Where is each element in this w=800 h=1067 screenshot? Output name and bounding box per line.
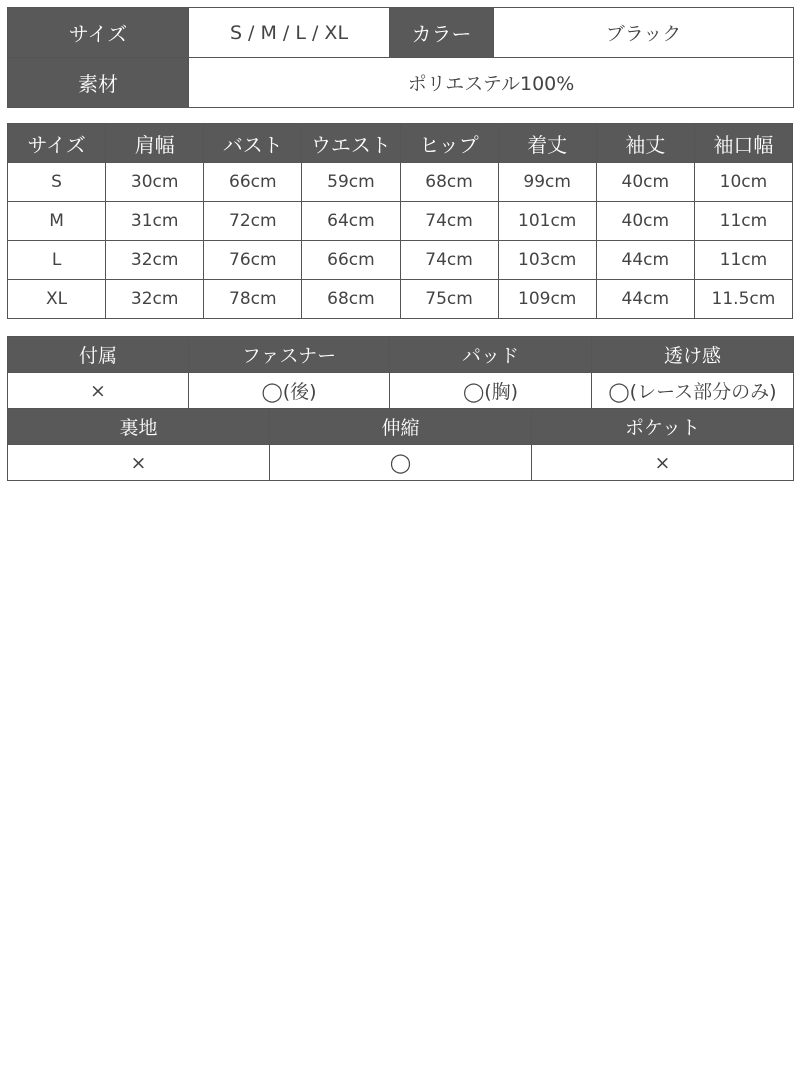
measure-cell: 59cm [302,163,400,202]
measure-cell: 40cm [596,163,694,202]
measure-cell: 64cm [302,202,400,241]
measure-cell: 31cm [106,202,204,241]
measure-cell: 32cm [106,280,204,319]
features-table-2 [7,408,794,481]
size-value: S / M / L / XL [189,8,390,58]
info-row-size-color [8,8,794,58]
color-label: カラー [390,8,494,58]
measure-cell: 10cm [694,163,792,202]
size-chart-header: 袖丈 [596,124,694,163]
pocket-header: ポケット [532,409,794,445]
size-chart-header: 肩幅 [106,124,204,163]
measure-cell: 74cm [400,202,498,241]
size-chart-header: ウエスト [302,124,400,163]
sheerness-header: 透け感 [592,337,794,373]
measure-cell: 78cm [204,280,302,319]
size-chart-header: ヒップ [400,124,498,163]
size-chart-table [7,123,793,319]
lining-header: 裏地 [8,409,270,445]
size-chart-header: バスト [204,124,302,163]
table-row [8,202,793,241]
measure-cell: 72cm [204,202,302,241]
measure-cell: 44cm [596,280,694,319]
measure-cell: 66cm [302,241,400,280]
size-chart-header-row [8,124,793,163]
measure-cell: 68cm [400,163,498,202]
measure-cell: 76cm [204,241,302,280]
color-value: ブラック [494,8,794,58]
measure-cell: 11cm [694,202,792,241]
measure-cell: 103cm [498,241,596,280]
measure-cell: 68cm [302,280,400,319]
product-info-table [7,7,794,108]
table-row [8,241,793,280]
measure-cell: 32cm [106,241,204,280]
features-value-row [8,373,794,409]
size-cell: S [8,163,106,202]
measure-cell: 40cm [596,202,694,241]
measure-cell: 109cm [498,280,596,319]
features-value-row [8,445,794,481]
size-cell: M [8,202,106,241]
zipper-value: ◯(後) [189,373,390,409]
measure-cell: 30cm [106,163,204,202]
measure-cell: 66cm [204,163,302,202]
material-label: 素材 [8,58,189,108]
table-row [8,163,793,202]
measure-cell: 101cm [498,202,596,241]
table-row [8,280,793,319]
size-chart-header: サイズ [8,124,106,163]
accessory-value: × [8,373,189,409]
features-header-row [8,337,794,373]
stretch-header: 伸縮 [270,409,532,445]
pad-value: ◯(胸) [390,373,592,409]
stretch-value: ◯ [270,445,532,481]
lining-value: × [8,445,270,481]
zipper-header: ファスナー [189,337,390,373]
size-chart-header: 着丈 [498,124,596,163]
measure-cell: 75cm [400,280,498,319]
sheerness-value: ◯(レース部分のみ) [592,373,794,409]
info-row-material [8,58,794,108]
measure-cell: 11cm [694,241,792,280]
size-label: サイズ [8,8,189,58]
measure-cell: 74cm [400,241,498,280]
size-cell: XL [8,280,106,319]
pad-header: パッド [390,337,592,373]
features-table-1 [7,336,794,409]
measure-cell: 44cm [596,241,694,280]
pocket-value: × [532,445,794,481]
accessory-header: 付属 [8,337,189,373]
measure-cell: 99cm [498,163,596,202]
size-cell: L [8,241,106,280]
size-chart-header: 袖口幅 [694,124,792,163]
features-header-row [8,409,794,445]
material-value: ポリエステル100% [189,58,794,108]
measure-cell: 11.5cm [694,280,792,319]
